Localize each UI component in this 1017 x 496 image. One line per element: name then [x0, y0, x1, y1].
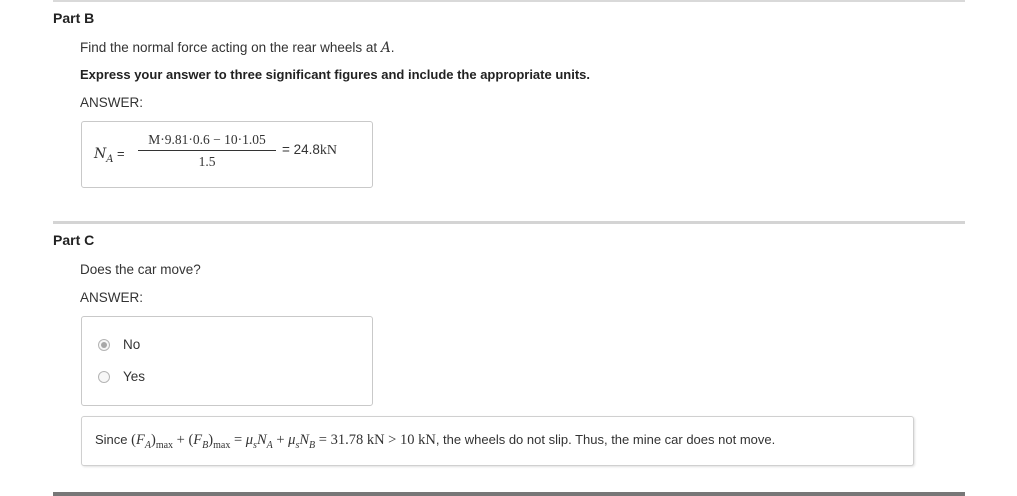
top-divider	[53, 0, 965, 2]
part-b-question	[80, 40, 394, 56]
section-divider	[53, 221, 965, 224]
explanation-suffix: , the wheels do not slip. Thus, the mine car does not move.	[435, 432, 776, 447]
part-b-question-text: Find the normal force acting on the rear wheels at	[80, 40, 378, 55]
part-b-question-var: A	[380, 40, 391, 56]
radio-yes[interactable]	[98, 371, 110, 383]
answer-result-value: = 24.8	[282, 142, 320, 157]
explanation-prefix: Since	[95, 432, 128, 447]
answer-fraction	[138, 132, 276, 170]
part-b-answer-box	[81, 121, 373, 188]
explanation-box	[81, 416, 914, 466]
explanation-formula: $(F_A)_{max} + (F_B)_{max} = \mu_sN_A + \mu_sN_B = 31.78$ kN > 10 kN	[131, 432, 436, 451]
normal-force-symbol	[94, 146, 125, 165]
na-subscript: A	[106, 153, 114, 165]
part-c-answer-label: ANSWER:	[80, 290, 144, 305]
part-c-title: Part C	[53, 232, 95, 248]
bottom-divider	[53, 492, 965, 496]
part-c-choices	[81, 316, 373, 406]
fraction-denominator: 1.5	[198, 154, 216, 169]
choice-no[interactable]	[98, 337, 140, 352]
na-equals: =	[116, 146, 125, 161]
part-b-title: Part B	[53, 10, 95, 26]
part-b-question-end: .	[390, 40, 395, 55]
choice-no-label: No	[123, 337, 141, 352]
part-c-question: Does the car move?	[80, 262, 201, 277]
answer-result-unit: kN	[319, 143, 338, 158]
na-symbol: N	[94, 146, 107, 162]
answer-result	[282, 142, 337, 159]
choice-yes[interactable]	[98, 369, 145, 384]
choice-yes-label: Yes	[123, 369, 146, 384]
part-b-answer-label: ANSWER:	[80, 95, 144, 110]
fraction-numerator: M·9.81·0.6 − 10·1.05	[138, 132, 276, 151]
radio-no[interactable]	[98, 339, 110, 351]
part-b-instruction: Express your answer to three significant figures and include the appropriate units.	[80, 67, 590, 82]
explanation-text	[95, 432, 775, 451]
